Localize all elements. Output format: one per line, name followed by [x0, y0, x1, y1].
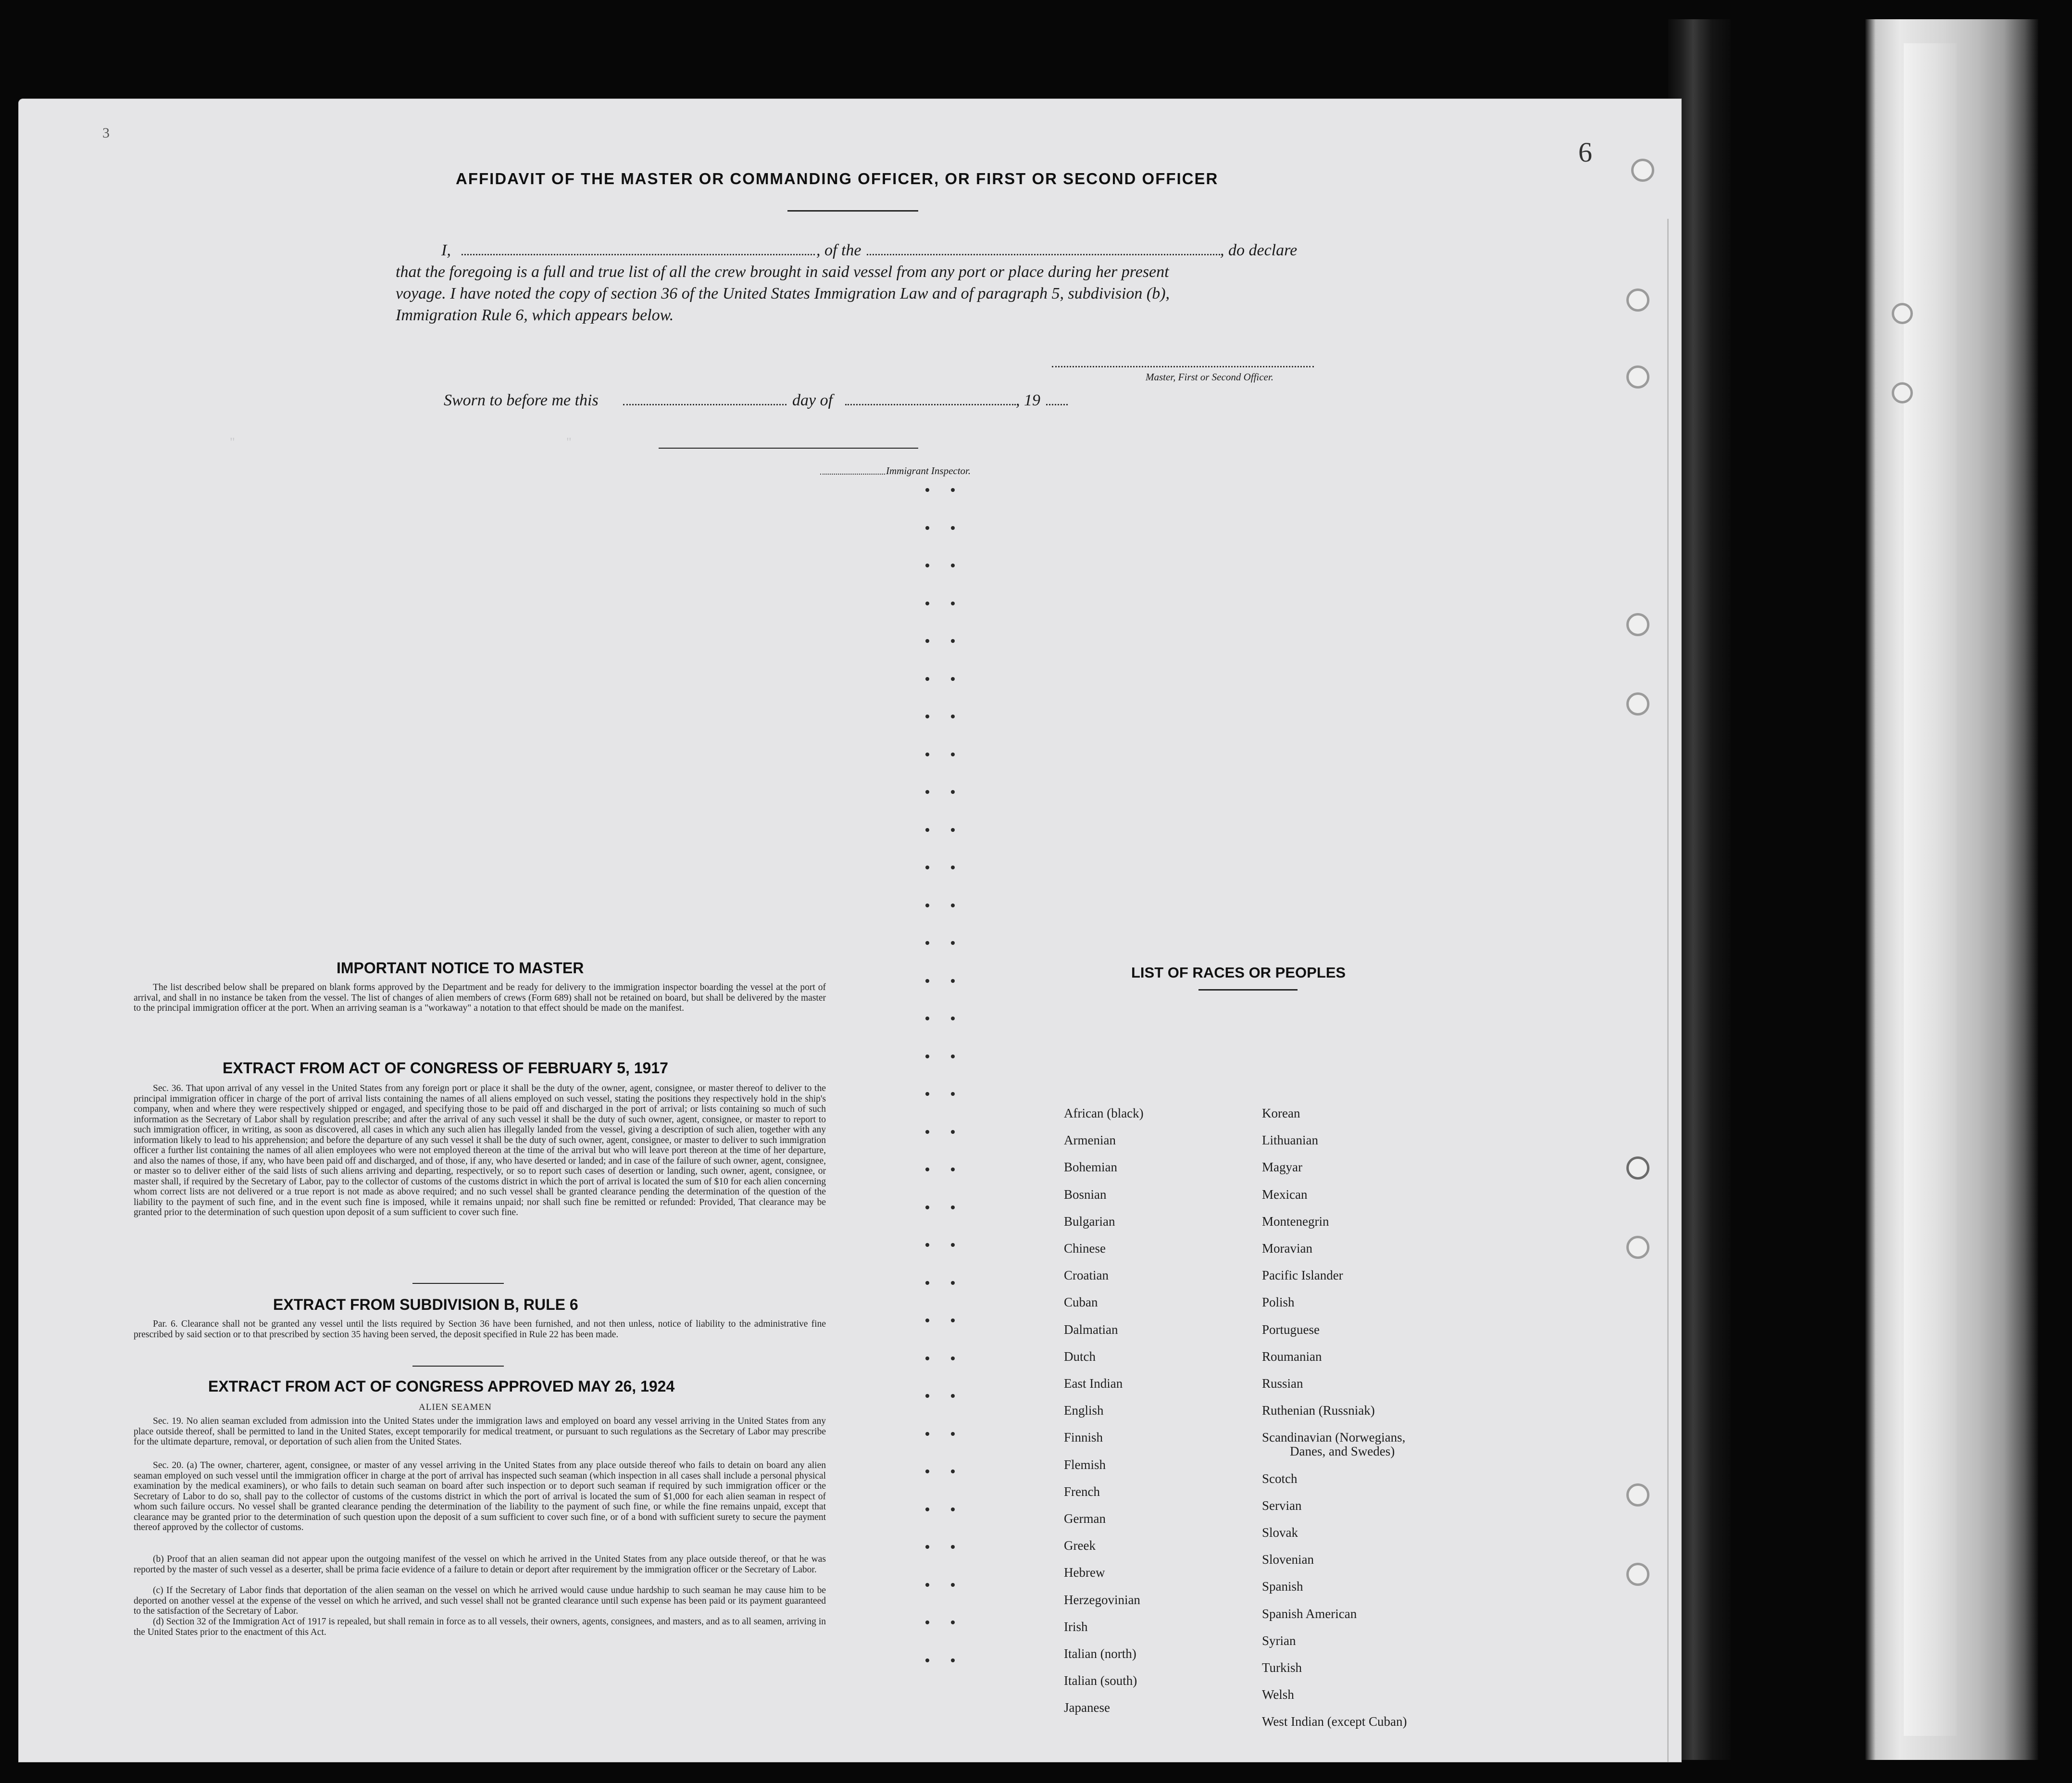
affidavit-line-3: voyage. I have noted the copy of section 36 of the United States Immigration Law and of paragraph 5, subdivision (b), — [396, 285, 1170, 302]
dot-mark — [951, 1168, 955, 1171]
binder-hole — [1631, 159, 1654, 182]
dot-mark — [925, 1092, 929, 1096]
race-item: English — [1064, 1403, 1104, 1418]
dot-mark — [951, 677, 955, 681]
sec-20b-text: (b) Proof that an alien seaman did not appear upon the outgoing manifest of the vessel on which he arrived in the United States from any place outside thereof, or that he was reported by the master of such vessel as a deserter, shall be prima facie evidence of a failure to detain or deport after requirement by the immigration officer or the Secretary of Labor. — [134, 1554, 826, 1575]
dot-mark — [951, 1583, 955, 1587]
document-page — [18, 99, 1682, 1762]
race-item: Ruthenian (Russniak) — [1262, 1403, 1375, 1418]
affidavit-line-2: that the foregoing is a full and true list of all the crew brought in said vessel from any port or place during her present — [396, 263, 1169, 281]
binder-hole — [1626, 1156, 1649, 1180]
rule-6-text: Par. 6. Clearance shall not be granted any vessel until the lists required by Section 36 have been furnished, and not then unless, notice of liability to the administrative fine prescribed by said section or to that prescribed by section 35 having been served, the deposit specified in Rule 22 has been made. — [134, 1319, 826, 1340]
dot-mark — [951, 1243, 955, 1247]
dot-mark — [925, 488, 929, 492]
race-item: Magyar — [1262, 1160, 1302, 1175]
affidavit-line-4: Immigration Rule 6, which appears below. — [396, 306, 674, 324]
dot-mark — [925, 1130, 929, 1134]
dot-mark — [951, 1130, 955, 1134]
race-item: Spanish — [1262, 1579, 1303, 1594]
race-item: Roumanian — [1262, 1349, 1322, 1364]
dot-mark — [951, 1055, 955, 1058]
race-item: Slovenian — [1262, 1552, 1314, 1567]
dot-mark — [951, 1318, 955, 1322]
dot-mark — [925, 715, 929, 718]
dot-mark — [951, 1205, 955, 1209]
master-signature-label: Master, First or Second Officer. — [1146, 371, 1273, 383]
dot-mark — [925, 979, 929, 983]
dot-mark — [925, 1243, 929, 1247]
affidavit-of-the: , of the — [816, 241, 861, 259]
dot-mark — [925, 1394, 929, 1398]
race-item: Japanese — [1064, 1700, 1110, 1715]
race-item: Montenegrin — [1262, 1214, 1329, 1229]
sec-19-text: Sec. 19. No alien seaman excluded from admission into the United States under the immigration laws and employed on board any vessel arriving in the United States from any place outside thereof, shall be permitted to land in the United States, except temporarily for medical treatment, or pursuant to such regulations as the Secretary of Labor may prescribe for the ultimate departure, removal, or deportation of such alien from the United States. — [134, 1416, 826, 1447]
dot-mark — [925, 753, 929, 756]
race-item: East Indian — [1064, 1376, 1123, 1391]
dot-mark — [925, 1168, 929, 1171]
dot-mark — [925, 1507, 929, 1511]
stacked-pages-edge-inner — [1904, 43, 1957, 1736]
race-item: Moravian — [1262, 1241, 1312, 1256]
dot-mark — [925, 1658, 929, 1662]
dot-mark — [951, 1356, 955, 1360]
bleed-through-mark: " — [230, 435, 235, 449]
dot-mark — [925, 1281, 929, 1285]
races-title-divider — [1198, 989, 1298, 991]
dot-mark — [925, 1432, 929, 1436]
dot-mark — [951, 828, 955, 832]
sec-20c-text: (c) If the Secretary of Labor finds that deportation of the alien seaman on the vessel on which he arrived would cause undue hardship to such seaman he may cause him to be deported on another vessel at the expense of the vessel on which he arrived, and such vessel shall not be granted clearance until such expense has been paid or its payment guaranteed to the satisfaction of the Secretary of Labor. — [134, 1585, 826, 1616]
dot-mark — [925, 1205, 929, 1209]
dot-mark — [951, 1017, 955, 1020]
sworn-year-blank[interactable] — [1046, 404, 1068, 405]
race-item: Turkish — [1262, 1660, 1302, 1675]
race-item: Italian (north) — [1064, 1646, 1136, 1661]
dot-mark — [951, 941, 955, 945]
dot-mark — [925, 1583, 929, 1587]
dot-mark — [951, 904, 955, 907]
race-item: Cuban — [1064, 1295, 1098, 1310]
race-item: Danes, and Swedes) — [1290, 1444, 1395, 1459]
sworn-month-blank[interactable] — [845, 404, 1016, 405]
race-item: Slovak — [1262, 1525, 1298, 1540]
race-item: Finnish — [1064, 1430, 1103, 1445]
dot-mark — [925, 941, 929, 945]
section-divider — [412, 1366, 504, 1367]
race-item: Bulgarian — [1064, 1214, 1115, 1229]
race-item: Polish — [1262, 1295, 1295, 1310]
race-item: Scandinavian (Norwegians, — [1262, 1430, 1406, 1445]
dot-mark — [951, 1545, 955, 1549]
dot-mark — [951, 866, 955, 869]
race-item: Dalmatian — [1064, 1322, 1118, 1337]
name-blank[interactable] — [462, 254, 815, 255]
notice-title: IMPORTANT NOTICE TO MASTER — [337, 959, 584, 977]
race-item: Dutch — [1064, 1349, 1096, 1364]
race-item: Pacific Islander — [1262, 1268, 1343, 1283]
title-divider — [787, 210, 918, 212]
dot-mark — [951, 1092, 955, 1096]
dot-mark — [925, 790, 929, 794]
dot-mark — [951, 602, 955, 605]
sworn-day-of: day of — [792, 391, 833, 409]
dot-mark — [951, 1620, 955, 1624]
dot-mark — [951, 979, 955, 983]
sec-20d-text: (d) Section 32 of the Immigration Act of 1917 is repealed, but shall remain in force as to all vessels, their owners, agents, consignees, and masters, and as to all seamen, arriving in the United States prior to the enactment of this Act. — [134, 1617, 826, 1637]
dot-mark — [951, 639, 955, 643]
race-item: German — [1064, 1511, 1106, 1526]
bleed-through-mark: " — [566, 435, 572, 449]
dot-mark — [951, 1394, 955, 1398]
binder-hole — [1626, 1483, 1649, 1507]
binder-hole — [1626, 1563, 1649, 1586]
sworn-prefix: Sworn to before me this — [444, 391, 599, 409]
binder-hole — [1626, 289, 1649, 312]
race-item: Armenian — [1064, 1133, 1116, 1148]
race-item: Bosnian — [1064, 1187, 1107, 1202]
race-item: Herzegovinian — [1064, 1592, 1140, 1607]
handwritten-page-mark: 6 — [1578, 137, 1592, 168]
affidavit-declare: , do declare — [1220, 241, 1298, 259]
dot-mark — [951, 1432, 955, 1436]
race-item: Scotch — [1262, 1471, 1298, 1486]
race-item: Russian — [1262, 1376, 1303, 1391]
race-item: Irish — [1064, 1619, 1088, 1634]
inspector-label: Immigrant Inspector. — [886, 465, 971, 477]
dot-mark — [925, 602, 929, 605]
sworn-year: , 19 — [1016, 391, 1040, 409]
dot-mark — [925, 828, 929, 832]
dot-mark — [951, 1507, 955, 1511]
inspector-dots — [820, 474, 885, 475]
page-number: 3 — [102, 125, 110, 141]
dot-mark — [925, 866, 929, 869]
master-signature-blank[interactable] — [1052, 366, 1314, 367]
race-item: Croatian — [1064, 1268, 1109, 1283]
vessel-blank[interactable] — [867, 254, 1220, 255]
rule-6-title: EXTRACT FROM SUBDIVISION B, RULE 6 — [273, 1296, 578, 1313]
page-fold-line — [1667, 219, 1669, 1762]
race-item: Hebrew — [1064, 1565, 1105, 1580]
race-item: Lithuanian — [1262, 1133, 1318, 1148]
binder-hole — [1892, 303, 1913, 324]
dot-mark — [925, 564, 929, 567]
dot-mark — [925, 1545, 929, 1549]
dot-mark — [951, 488, 955, 492]
section-divider — [412, 1283, 504, 1284]
sworn-day-blank[interactable] — [623, 404, 786, 405]
alien-seamen-subtitle: ALIEN SEAMEN — [419, 1402, 492, 1412]
race-item: Servian — [1262, 1498, 1302, 1513]
extract-1917-title: EXTRACT FROM ACT OF CONGRESS OF FEBRUARY 5, 1917 — [223, 1059, 668, 1077]
race-item: Bohemian — [1064, 1160, 1117, 1175]
race-item: Greek — [1064, 1538, 1096, 1553]
race-item: Korean — [1262, 1106, 1300, 1120]
dot-mark — [925, 1055, 929, 1058]
inspector-signature-line — [659, 448, 918, 449]
binder-hole — [1892, 382, 1913, 403]
dot-mark — [951, 1658, 955, 1662]
dot-mark — [925, 1356, 929, 1360]
dot-mark — [951, 753, 955, 756]
binder-hole — [1626, 692, 1649, 716]
affidavit-title: AFFIDAVIT OF THE MASTER OR COMMANDING OFFICER, OR FIRST OR SECOND OFFICER — [456, 170, 1219, 188]
extract-1924-title: EXTRACT FROM ACT OF CONGRESS APPROVED MAY 26, 1924 — [208, 1378, 675, 1395]
dot-mark — [925, 1318, 929, 1322]
dot-mark — [925, 1017, 929, 1020]
race-item: Chinese — [1064, 1241, 1106, 1256]
dot-mark — [925, 1469, 929, 1473]
race-item: French — [1064, 1484, 1100, 1499]
race-item: African (black) — [1064, 1106, 1144, 1120]
dot-mark — [951, 715, 955, 718]
dot-mark — [951, 564, 955, 567]
race-item: Syrian — [1262, 1633, 1296, 1648]
race-item: West Indian (except Cuban) — [1262, 1714, 1407, 1729]
dot-mark — [951, 1469, 955, 1473]
sec-20a-text: Sec. 20. (a) The owner, charterer, agent, consignee, or master of any vessel arriving in the United States from any place outside thereof who fails to detain on board any alien seaman employed on such vessel until the immigration officer in charge at the port of arrival has inspected such seaman (which inspection in all cases shall include a personal physical examination by the medical examiners), or who fails to detain such seaman on board after such inspection or to deport such seaman if required by such immigration officer or the Secretary of Labor to do so, shall pay to the collector of customs of the customs district in which the port of arrival is located the sum of $1,000 for each alien seaman in respect of whom such failure occurs. No vessel shall be granted clearance pending the determination of the liability to the payment of such fine, or while the fine remains unpaid, except that clearance may be granted prior to the determination of such question upon the deposit of a sum sufficient to cover such fine, or of a bond with sufficient surety to secure the payment thereof approved by the collector of customs. — [134, 1460, 826, 1532]
binder-hole — [1626, 365, 1649, 389]
dot-mark — [925, 526, 929, 530]
dot-mark — [951, 790, 955, 794]
race-item: Italian (south) — [1064, 1673, 1137, 1688]
dot-mark — [951, 526, 955, 530]
notice-text: The list described below shall be prepared on blank forms approved by the Department and be ready for delivery to the immigration inspector boarding the vessel at the port of arrival, and shall in no instance be taken from the vessel. The list of changes of alien members of crews (Form 689) shall not be retained on board, but shall be delivered by the master to the principal immigration officer at the port. When an arriving seaman is a "workaway" a notation to that effect should be made on the manifest. — [134, 982, 826, 1013]
affidavit-i: I, — [441, 241, 451, 259]
race-item: Welsh — [1262, 1687, 1294, 1702]
dot-mark — [925, 904, 929, 907]
dot-mark — [925, 639, 929, 643]
binder-hole — [1626, 613, 1649, 636]
races-title: LIST OF RACES OR PEOPLES — [1131, 964, 1346, 981]
race-item: Spanish American — [1262, 1606, 1357, 1621]
race-item: Mexican — [1262, 1187, 1308, 1202]
dot-mark — [925, 1620, 929, 1624]
race-item: Portuguese — [1262, 1322, 1320, 1337]
race-item: Flemish — [1064, 1457, 1106, 1472]
dot-mark — [925, 677, 929, 681]
dot-mark — [951, 1281, 955, 1285]
extract-1917-text: Sec. 36. That upon arrival of any vessel in the United States from any foreign port or place it shall be the duty of the owner, agent, consignee, or master thereof to deliver to the principal immigration officer in charge of the port of arrival lists containing the names of all aliens employed on such vessel, stating the positions they respectively hold in the ship's company, when and where they were respectively shipped or engaged, and specifying those to be paid off and discharged in the port of arrival; or lists containing so much of such information as the Secretary of Labor shall by regulation prescribe; and after the arrival of any such vessel it shall be the duty of such owner, agent, consignee, or master to report to such immigration officer, in writing, as soon as discovered, all cases in which any such alien has illegally landed from the vessel, giving a description of such alien, together with any information likely to lead to his apprehension; and before the departure of any such vessel it shall be the duty of such owner, agent, consignee, or master to deliver to such immigration officer a further list containing the names of all alien employees who were not employed thereon at the time of the arrival but who will leave port thereon at the time of her departure, and also the names of those, if any, who have been paid off and discharged, and of those, if any, who have deserted or landed; and in case of the failure of such owner, agent, consignee, or master so to deliver either of the said lists of such aliens arriving and departing, respectively, or so to report such cases of desertion or landing, such owner, agent, consignee, or master shall, if required by the Secretary of Labor, pay to the collector of customs of the customs district in which the port of arrival is located the sum of $10 for each alien concerning whom correct lists are not delivered or a true report is not made as above required; and no such vessel shall be granted clearance pending the determination of the question of the liability to the payment of such fine, and in the event such fine is imposed, while it remains unpaid; nor shall such fine be remitted or refunded: Provided, That clearance may be granted prior to the determination of such question upon deposit of a sum sufficient to cover such fine. — [134, 1083, 826, 1218]
binder-hole — [1626, 1236, 1649, 1259]
